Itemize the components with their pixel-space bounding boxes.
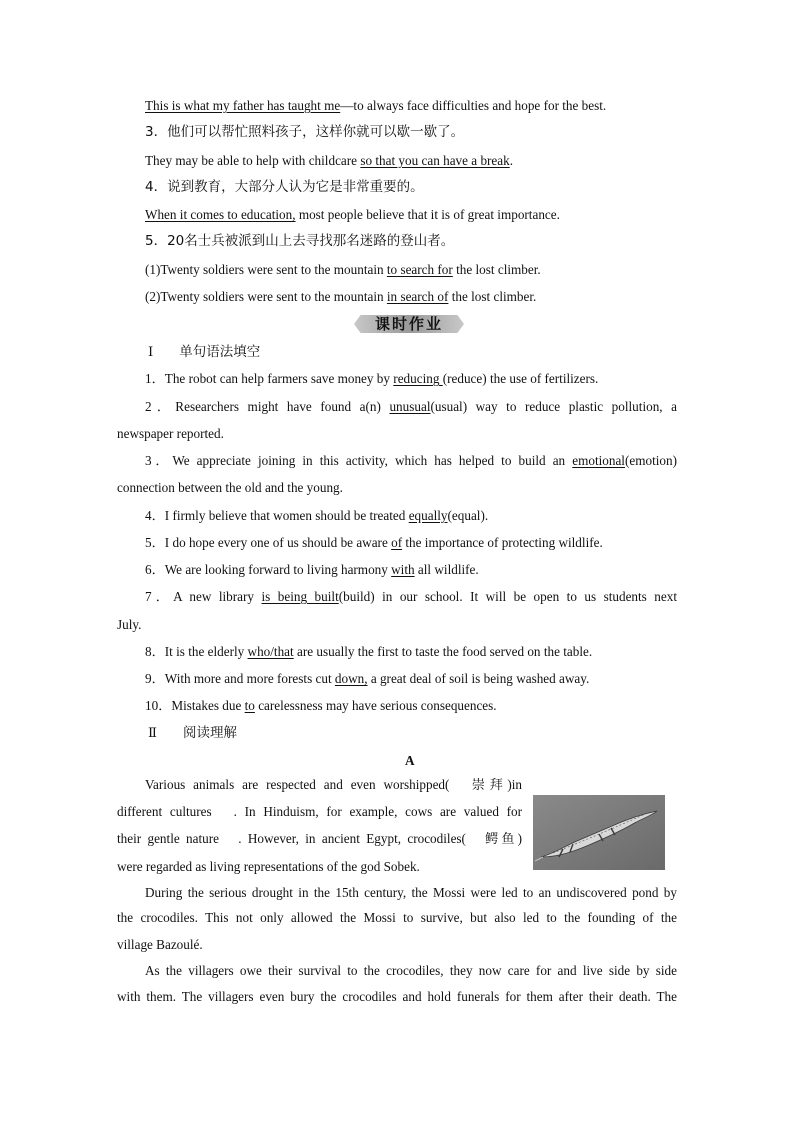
item-3-chinese: 3．他们可以帮忙照料孩子，这样你就可以歇一歇了。 <box>145 124 465 140</box>
question-text: 7．A new library <box>145 589 262 604</box>
question-text: a great deal of soil is being washed away. <box>367 671 590 686</box>
crocodile-photo <box>533 795 665 870</box>
question-9 <box>145 670 589 687</box>
section-number: Ⅰ <box>148 345 154 360</box>
sentence-text: (1)Twenty soldiers were sent to the mountain <box>145 262 387 277</box>
question-text: (emotion) <box>624 453 677 468</box>
sentence-text: They may be able to help with childcare <box>145 153 361 168</box>
answer-blank: to search for <box>386 262 453 277</box>
question-text: 1．The robot can help farmers save money by <box>145 371 394 386</box>
question-text: 10．Mistakes due <box>145 698 245 713</box>
answer-blank: so that you can have a break <box>360 153 510 168</box>
item-4-chinese: 4．说到教育，大部分人认为它是非常重要的。 <box>145 179 424 195</box>
section-title: 阅读理解 <box>182 725 237 741</box>
section-number: Ⅱ <box>148 726 157 741</box>
question-text: (reduce) the use of fertilizers. <box>442 371 599 386</box>
question-text: the importance of protecting wildlife. <box>402 535 603 550</box>
answer-blank: with <box>391 562 415 577</box>
question-text: 8．It is the elderly <box>145 644 248 659</box>
answer-blank: equally <box>408 508 448 523</box>
homework-banner <box>354 312 464 336</box>
question-text: (build) in our school. It will be open to us students next <box>338 589 677 604</box>
answer-blank: This is what my father has taught me <box>145 98 341 113</box>
question-1 <box>145 370 598 387</box>
question-text: 5．I do hope every one of us should be aware <box>145 535 392 550</box>
answer-text: —to always face difficulties and hope for the best. <box>340 98 607 113</box>
sentence-text: . <box>509 153 514 168</box>
question-text: (usual) way to reduce plastic pollution, a <box>430 399 678 414</box>
sentence-text: the lost climber. <box>448 289 537 304</box>
question-text: all wildlife. <box>414 562 479 577</box>
sentence-text: the lost climber. <box>452 262 541 277</box>
passage-p1-line-2: different cultures . In Hinduism, for example, cows are valued for <box>117 804 522 819</box>
passage-p3-line-1: As the villagers owe their survival to the crocodiles, they now care for and live side by side <box>145 963 677 978</box>
question-6 <box>145 561 479 578</box>
banner-title: 课时作业 <box>374 315 443 333</box>
question-text: 3．We appreciate joining in this activity, which has helped to build an <box>145 453 573 468</box>
question-text: 6．We are looking forward to living harmony <box>145 562 392 577</box>
answer-blank: down, <box>334 671 368 686</box>
passage-p2-line-3: village Bazoulé. <box>117 937 203 952</box>
item-5-answer-2 <box>145 288 536 305</box>
question-4 <box>145 507 488 524</box>
answer-line-1 <box>145 97 606 114</box>
item-5-answer-1 <box>145 261 541 278</box>
answer-blank: who/that <box>247 644 294 659</box>
question-8 <box>145 643 592 660</box>
question-3-line-2: connection between the old and the young. <box>117 480 343 495</box>
question-5 <box>145 534 603 551</box>
question-7-line-1 <box>145 588 677 605</box>
item-4-english <box>145 206 560 223</box>
section-2-heading <box>148 724 237 742</box>
answer-blank: When it comes to education, <box>145 207 296 222</box>
question-text: carelessness may have serious consequences. <box>254 698 497 713</box>
passage-p1-line-3: their gentle nature . However, in ancient Egypt, crocodiles( 鳄鱼) <box>117 831 522 846</box>
question-text: 2．Researchers might have found a(n) <box>145 399 390 414</box>
item-5-chinese: 5．20名士兵被派到山上去寻找那名迷路的登山者。 <box>145 233 455 249</box>
sentence-text: most people believe that it is of great importance. <box>295 207 560 222</box>
question-7-line-2: July. <box>117 617 142 632</box>
section-title: 单句语法填空 <box>179 344 261 360</box>
answer-blank: in search of <box>386 289 449 304</box>
answer-blank: of <box>391 535 403 550</box>
question-10 <box>145 697 497 714</box>
question-text: are usually the first to taste the food served on the table. <box>293 644 593 659</box>
passage-p1-line-4: were regarded as living representations of the god Sobek. <box>117 859 420 874</box>
passage-p1-line-1: Various animals are respected and even worshipped( 崇拜)in <box>145 777 522 792</box>
sentence-text: (2)Twenty soldiers were sent to the mountain <box>145 289 387 304</box>
question-text: 4．I firmly believe that women should be treated <box>145 508 409 523</box>
passage-label: A <box>405 753 415 768</box>
answer-blank: reducing <box>393 371 443 386</box>
question-2-line-1 <box>145 398 677 415</box>
question-text: (equal). <box>447 508 489 523</box>
passage-p2-line-1: During the serious drought in the 15th century, the Mossi were led to an undiscovered pond by <box>145 885 677 900</box>
answer-blank: is being built <box>261 589 339 604</box>
answer-blank: unusual <box>389 399 431 414</box>
passage-p3-line-2: with them. The villagers even bury the crocodiles and hold funerals for them after their death. The <box>117 989 677 1004</box>
passage-p2-line-2: the crocodiles. This not only allowed the Mossi to survive, but also led to the founding of the <box>117 910 677 925</box>
question-2-line-2: newspaper reported. <box>117 426 224 441</box>
question-3-line-1 <box>145 452 677 469</box>
question-text: 9．With more and more forests cut <box>145 671 335 686</box>
item-3-english <box>145 152 513 169</box>
answer-blank: emotional <box>572 453 625 468</box>
answer-blank: to <box>244 698 255 713</box>
section-1-heading <box>148 343 260 361</box>
